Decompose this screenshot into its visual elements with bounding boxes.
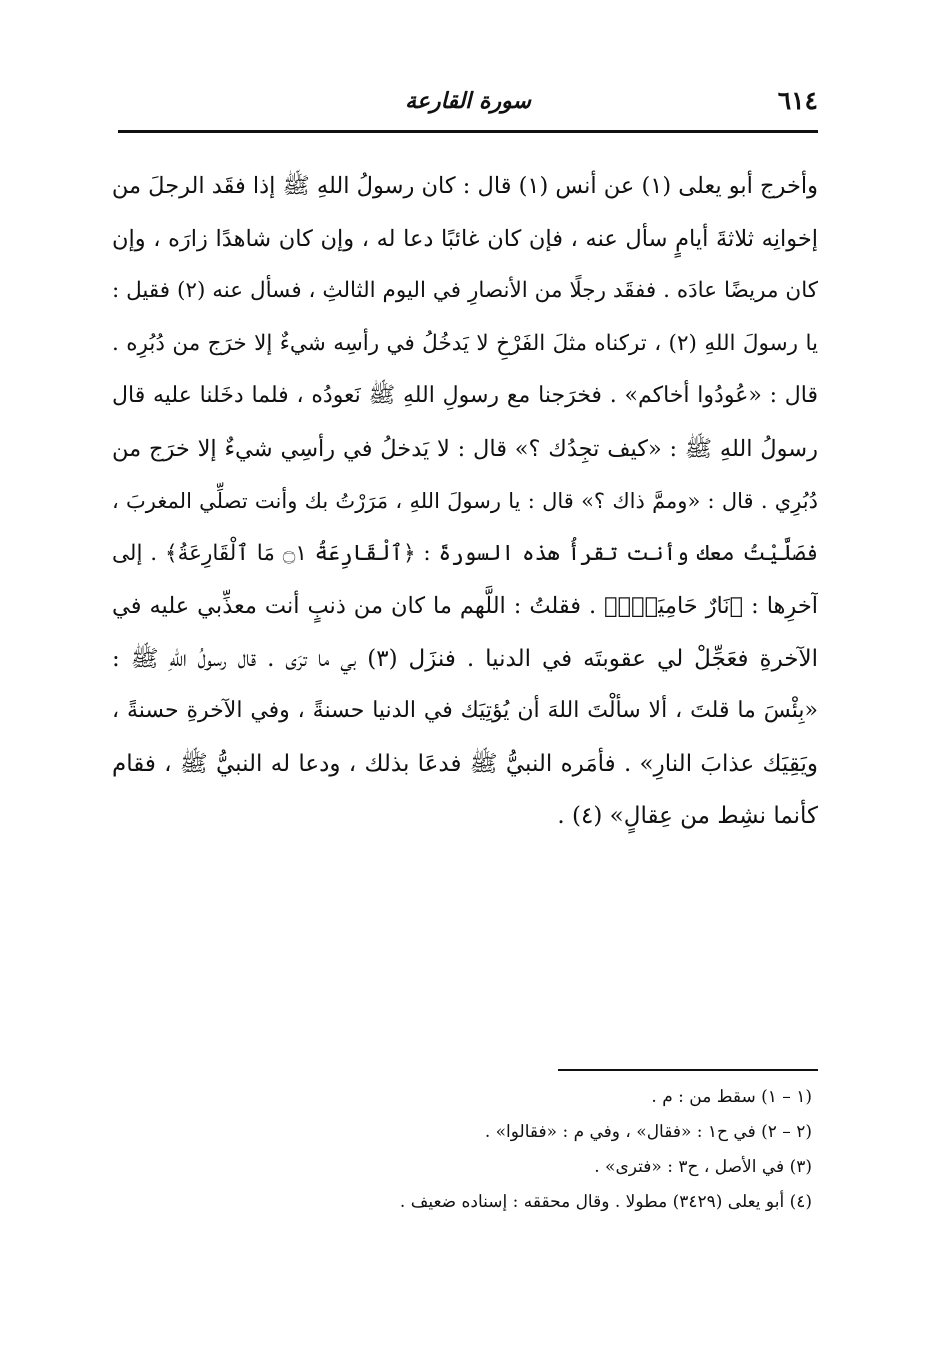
main-text — [112, 160, 818, 843]
text-line: فصَلَّيْتُ معك وأنت تقرأُ هذه السورةَ : ﴿ٱلْقَارِعَةُ ۝١ مَا ٱلْقَارِعَةُ﴾ . إلى — [112, 540, 818, 566]
running-title: سورة القارعة — [405, 88, 531, 114]
footnote: (٣) في الأصل ، ح٣ : «فترى» . — [594, 1157, 812, 1177]
text-line: آخرِها : ﴿نَارٌ حَامِيَةٌۢ﴾ . فقلتُ : اللَّهم ما كان من ذنبٍ أنت معذِّبي عليه في — [112, 593, 818, 619]
footnotes — [200, 1080, 812, 1220]
footnote: (١ – ١) سقط من : م . — [651, 1087, 812, 1107]
text-line: إخوانِه ثلاثةَ أيامٍ سأل عنه ، فإن كان غائبًا دعا له ، وإن كان شاهدًا زارَه ، وإن — [112, 225, 818, 252]
text-line: «بِئْسَ ما قلتَ ، ألا سألْتَ اللهَ أن يُؤتِيَك في الدنيا حسنةً ، وفي الآخرةِ حسنةً ، — [112, 698, 818, 723]
text-line: وأخرج أبو يعلى (١) عن أنس (١) قال : كان رسولُ اللهِ ﷺ إذا فقَد الرجلَ من — [112, 173, 818, 199]
text-line: قال : «عُودُوا أخاكم» . فخرَجنا مع رسولِ اللهِ ﷺ نَعودُه ، فلما دخَلنا عليه قال — [112, 383, 818, 408]
text-line: الآخرةِ فعَجِّلْ لي عقوبتَه في الدنيا . فنزَل (٣) بي ما ترَى . قال رسولُ اللهِ ﷺ : — [112, 645, 818, 672]
page-number: ٦١٤ — [777, 86, 818, 115]
footnote: (٤) أبو يعلى (٣٤٢٩) مطولا . وقال محققه : إسناده ضعيف . — [399, 1192, 812, 1212]
page-header — [118, 82, 818, 122]
text-line: ويَقِيَك عذابَ النارِ» . فأمَره النبيُّ ﷺ فدعَا بذلك ، ودعا له النبيُّ ﷺ ، فقام — [112, 750, 818, 777]
text-line: كان مريضًا عادَه . ففقَد رجلًا من الأنصارِ في اليوم الثالثِ ، فسأل عنه (٢) فقيل : — [112, 278, 818, 303]
header-divider — [118, 130, 818, 133]
text-line: كأنما نشِط من عِقالٍ» (٤) . — [557, 803, 818, 829]
text-line: يا رسولَ اللهِ (٢) ، تركناه مثلَ الفَرْخِ لا يَدخُلُ في رأسِه شيءٌ إلا خرَج من دُبُرِه . — [112, 330, 818, 356]
text-line: دُبُرِي . قال : «وممَّ ذاك ؟» قال : يا رسولَ اللهِ ، مَرَرْتُ بك وأنت تصلِّي المغربَ ، — [112, 489, 818, 513]
text-line: رسولُ اللهِ ﷺ : «كيف تجِدُك ؟» قال : لا يَدخلُ في رأسِي شيءٌ إلا خرَج من — [112, 435, 818, 462]
footnote: (٢ – ٢) في ح١ : «فقال» ، وفي م : «فقالوا» . — [484, 1122, 812, 1142]
footnote-divider — [558, 1069, 818, 1071]
